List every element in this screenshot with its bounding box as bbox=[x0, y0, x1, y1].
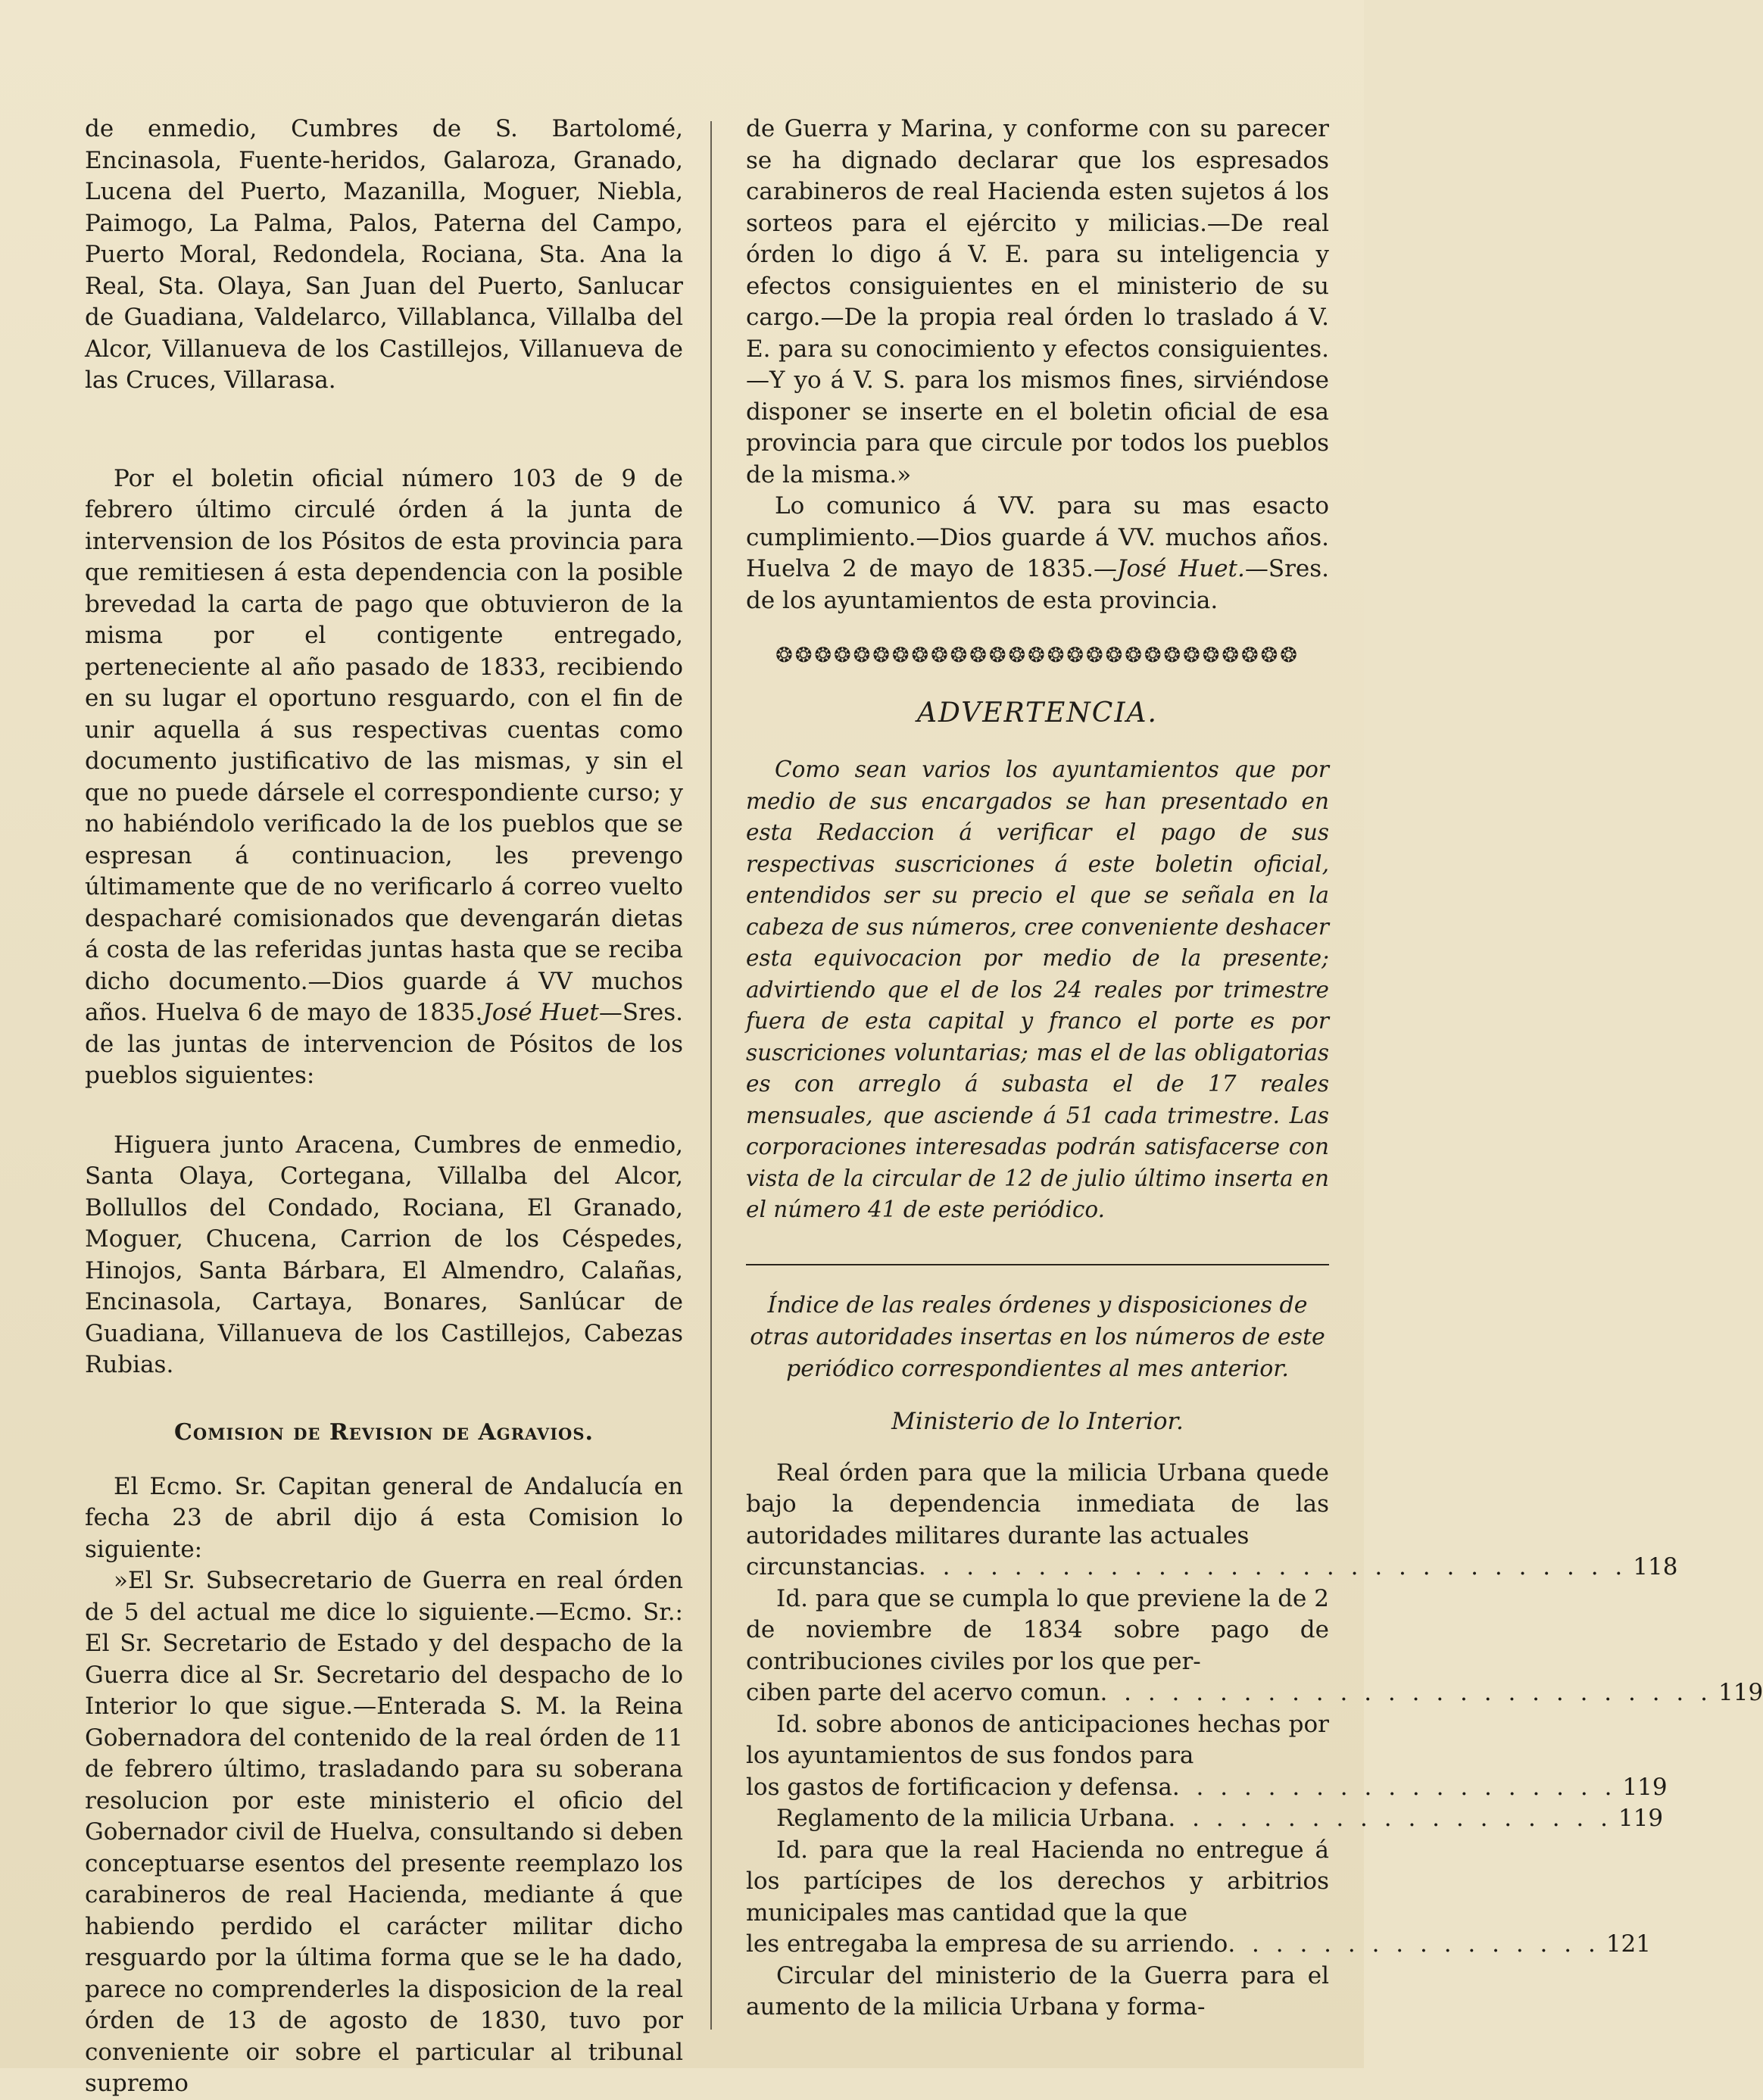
pueblos-list: Higuera junto Aracena, Cumbres de enmedio, Santa Olaya, Cortegana, Villalba del Alcor, Bollullos del Condado, Rociana, El Granado, Moguer, Chucena, Carrion de los Céspedes, Hinojos, Santa Bárbara, El Almendro, Calañas, Encinasola, Cartaya, Bonares, Sanlúcar de Guadiana, Villanueva de los Castillejos, Cabezas Rubias. bbox=[85, 1131, 683, 1378]
index-entry-last: los gastos de fortificacion y defensa bbox=[746, 1773, 1172, 1801]
index-entry bbox=[746, 1709, 1668, 1804]
index-entry-last: circunstancias bbox=[746, 1553, 919, 1580]
comunico-closing: —Sres. de los ayuntamientos de esta provincia. bbox=[746, 555, 1329, 614]
positos-paragraph bbox=[85, 463, 683, 1092]
towns-paragraph: de enmedio, Cumbres de S. Bartolomé, Encinasola, Fuente-heridos, Galaroza, Granado, Lucena del Puerto, Mazanilla, Moguer, Niebla, Paimogo, La Palma, Palos, Paterna del Campo, Puerto Moral, Redondela, Rociana, Sta. Ana la Real, Sta. Olaya, San Juan del Puerto, Sanlucar de Guadiana, Valdelarco, Villablanca, Villalba del Alcor, Villanueva de los Castillejos, Villanueva de las Cruces, Villarasa. bbox=[85, 115, 683, 394]
positos-signature: José Huet bbox=[482, 999, 599, 1026]
right-column bbox=[746, 114, 1763, 2024]
index-entry-last: Reglamento de la milicia Urbana bbox=[776, 1805, 1169, 1832]
advertencia-title: ADVERTENCIA. bbox=[917, 697, 1158, 729]
index-entry-text: Id. para que la real Hacienda no entregue á los partícipes de los derechos y arbitrios municipales mas cantidad que la que bbox=[746, 1836, 1329, 1927]
index-page-number: 119 bbox=[1618, 1805, 1664, 1832]
index-heading: Índice de las reales órdenes y disposiciones de otras autoridades insertas en los números de este periódico correspondientes al mes anterior. bbox=[750, 1291, 1325, 1382]
circular-tail: Circular del ministerio de la Guerra para el aumento de la milicia Urbana y forma- bbox=[746, 1961, 1329, 2020]
leader-dots: . . . . . . . . . . . . . . . . bbox=[1228, 1930, 1600, 1958]
index-page-number: 118 bbox=[1633, 1553, 1678, 1580]
index-page-number: 121 bbox=[1605, 1930, 1651, 1958]
index-entry bbox=[746, 1803, 1664, 1835]
index-entry-text: Real órden para que la milicia Urbana quede bajo la dependencia inmediata de las autoridades militares durante las actuales bbox=[746, 1459, 1329, 1549]
index-entry-last: les entregaba la empresa de su arriendo bbox=[746, 1930, 1228, 1958]
index-entry-text: Id. sobre abonos de anticipaciones hechas por los ayuntamientos de sus fondos para bbox=[746, 1710, 1329, 1769]
leader-dots: . . . . . . . . . . . . . . . . . . . bbox=[1168, 1805, 1612, 1832]
comision-body: »El Sr. Subsecretario de Guerra en real órden de 5 del actual me dice lo siguiente.—Ecmo. Sr.: El Sr. Secretario de Estado y del despacho de la Guerra dice al Sr. Secretario del despacho de lo Interior lo que sigue.—Enterada S. M. la Reina Gobernadora del contenido de la real órden de 11 de febrero último, trasladando para su soberana resolucion por este ministerio el oficio del Gobernador civil de Huelva, consultando si deben conceptuarse esentos del presente reemplazo los carabineros de real Hacienda, mediante á que habiendo perdido el carácter militar dicho resguardo por la última forma que se le ha dado, parece no comprenderles la disposicion de la real órden de 13 de agosto de 1830, tuvo por conveniente oir sobre el particular al tribunal supremo bbox=[85, 1567, 683, 2097]
index-entry-last-line bbox=[746, 1552, 1678, 1584]
comision-intro: El Ecmo. Sr. Capitan general de Andalucía en fecha 23 de abril dijo á esta Comision lo siguiente: bbox=[85, 1472, 683, 1563]
index-page-number: 119 bbox=[1622, 1773, 1668, 1801]
ornament-divider: ❂❂❂❂❂❂❂❂❂❂❂❂❂❂❂❂❂❂❂❂❂❂❂❂❂❂❂ bbox=[775, 644, 1300, 667]
advertencia-text: Como sean varios los ayuntamientos que por medio de sus encargados se han presentado en esta Redaccion á verificar el pago de sus respectivas suscriciones á este boletin oficial, entendidos ser su precio el que se señala en la cabeza de sus números, cree conveniente deshacer esta equivocacion por medio de la presente; advirtiendo que el de los 24 reales por trimestre fuera de esta capital y franco el porte es por suscriciones voluntarias; mas el de las obligatorias es con arreglo á subasta el de 17 reales mensuales, que asciende á 51 cada trimestre. Las corporaciones interesadas podrán satisfacerse con vista de la circular de 12 de julio último inserta en el número 41 de este periódico. bbox=[746, 757, 1329, 1222]
index-entry bbox=[746, 1584, 1763, 1709]
left-column bbox=[85, 114, 683, 2100]
index-entry-last-line bbox=[746, 1772, 1668, 1804]
index-entry bbox=[746, 1835, 1651, 1961]
comunico-text: Lo comunico á VV. para su mas esacto cumplimiento.—Dios guarde á VV. muchos años. Huelva 2 de mayo de 1835.— bbox=[746, 492, 1329, 582]
index-page-number: 119 bbox=[1718, 1679, 1763, 1706]
comunico-signature: José Huet. bbox=[1117, 555, 1245, 582]
continuation-paragraph: de Guerra y Marina, y conforme con su parecer se ha dignado declarar que los espresados carabineros de real Hacienda esten sujetos á los sorteos para el ejército y milicias.—De real órden lo digo á V. E. para su inteligencia y efectos consiguientes en el ministerio de su cargo.—De la propia real órden lo traslado á V. E. para su conocimiento y efectos consiguientes.—Y yo á V. S. para los mismos fines, sirviéndose disponer se inserte en el boletin oficial de esa provincia para que circule por todos los pueblos de la misma.» bbox=[746, 115, 1329, 488]
index-list bbox=[746, 1458, 1763, 2024]
column-divider bbox=[710, 121, 712, 2030]
ministry-heading: Ministerio de lo Interior. bbox=[891, 1407, 1184, 1435]
horizontal-rule bbox=[746, 1264, 1329, 1265]
index-entry-text: Id. para que se cumpla lo que previene la de 2 de noviembre de 1834 sobre pago de contribuciones civiles por los que per- bbox=[746, 1584, 1329, 1675]
leader-dots: . . . . . . . . . . . . . . . . . . . bbox=[1172, 1773, 1617, 1801]
positos-text: Por el boletin oficial número 103 de 9 de febrero último circulé órden á la junta de intervension de los Pósitos de esta provincia para que remitiesen á esta dependencia con la posible brevedad la carta de pago que obtuvieron de la misma por el contigente entregado, perteneciente al año pasado de 1833, recibiendo en su lugar el oportuno resguardo, con el fin de unir aquella á sus respectivas cuentas como documento justificativo de las mismas, y sin el que no puede dársele el correspondiente curso; y no habiéndolo verificado la de los pueblos que se espresan á continuacion, les prevengo últimamente que de no verificarlo á correo vuelto despacharé comisionados que devengarán dietas á costa de las referidas juntas hasta que se reciba dicho documento.—Dios guarde á VV muchos años. Huelva 6 de mayo de 1835. bbox=[85, 464, 683, 1026]
leader-dots: . . . . . . . . . . . . . . . . . . . . . . . . . . . . . . bbox=[918, 1553, 1627, 1580]
index-entry-last-line bbox=[746, 1929, 1651, 1961]
index-entry-last-line bbox=[746, 1803, 1664, 1835]
index-entry bbox=[746, 1961, 1329, 2024]
section-heading: Comision de Revision de Agravios. bbox=[174, 1418, 594, 1446]
index-entry bbox=[746, 1458, 1678, 1584]
leader-dots: . . . . . . . . . . . . . . . . . . . . . . . . . . bbox=[1100, 1679, 1712, 1706]
index-entry-last-line bbox=[746, 1677, 1763, 1709]
index-entry-last: ciben parte del acervo comun bbox=[746, 1679, 1100, 1706]
comunico-paragraph bbox=[746, 491, 1329, 616]
positos-closing: —Sres. de las juntas de intervencion de Pósitos de los pueblos siguientes: bbox=[85, 999, 683, 1089]
